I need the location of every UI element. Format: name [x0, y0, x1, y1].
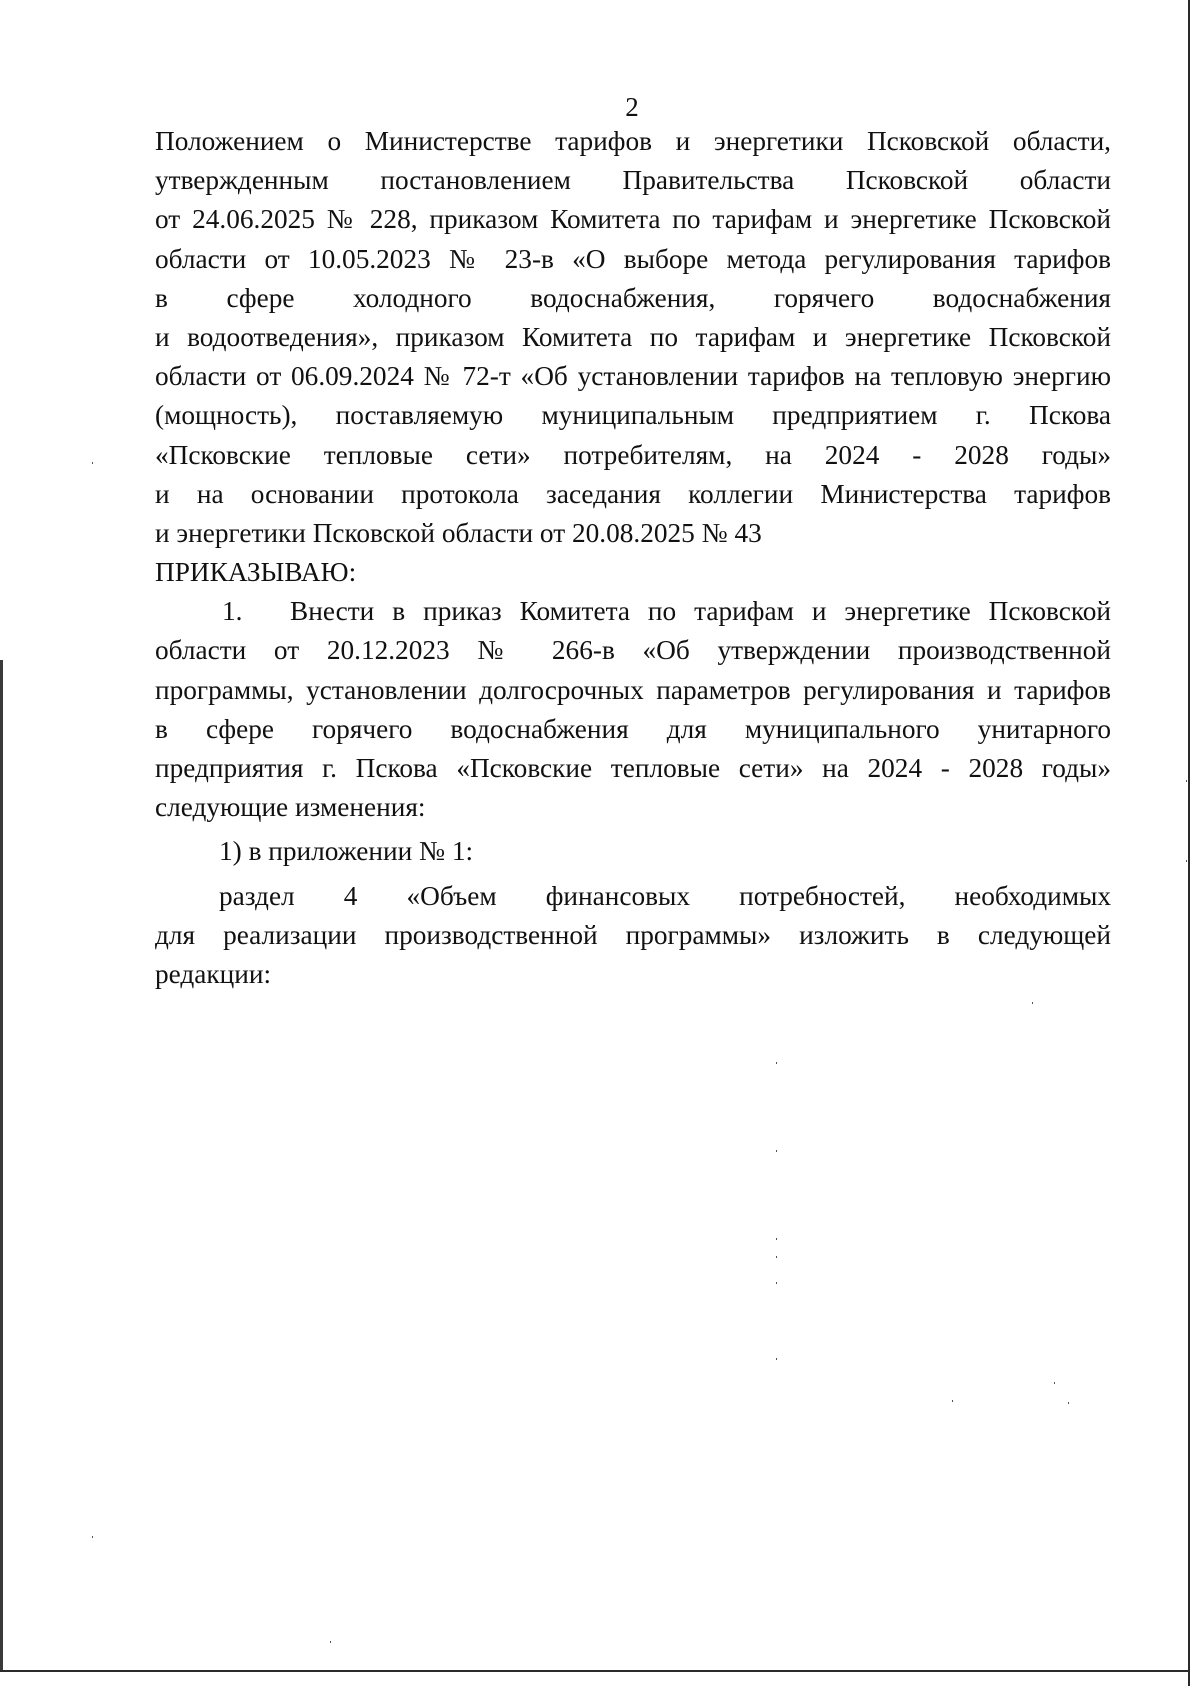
- section-change-first-line: раздел 4 «Объем финансовых потребностей, необходимых: [219, 880, 1111, 911]
- body-line: в сфере холодного водоснабжения, горячего водоснабжения: [155, 282, 1111, 313]
- body-line: Положением о Министерстве тарифов и энергетики Псковской области,: [155, 126, 1111, 156]
- item-1-line: следующие изменения:: [155, 792, 426, 823]
- scan-speck: [92, 1536, 93, 1538]
- scan-speck: [1186, 780, 1187, 782]
- item-1-line: предприятия г. Пскова «Псковские тепловые сети» на 2024 - 2028 годы»: [155, 753, 1111, 783]
- item-1-line: программы, установлении долгосрочных параметров регулирования и тарифов: [155, 674, 1111, 705]
- item-1-line: в сфере горячего водоснабжения для муниципального унитарного: [155, 713, 1111, 744]
- body-line: утвержденным постановлением Правительства Псковской области: [155, 165, 1111, 196]
- item-1-text: Внести в приказ Комитета по тарифам и энергетике Псковской: [290, 596, 1111, 627]
- scan-speck: [1054, 1382, 1055, 1384]
- body-line: и водоотведения», приказом Комитета по тарифам и энергетике Псковской: [155, 321, 1111, 352]
- order-word: ПРИКАЗЫВАЮ:: [155, 557, 357, 588]
- section-change-line: для реализации производственной программы» изложить в следующей: [155, 919, 1111, 950]
- scan-edge-bottom: [0, 1670, 1188, 1672]
- document-body: [155, 122, 1111, 994]
- subitem-1: 1) в приложении № 1:: [219, 836, 474, 867]
- scan-edge-right: [1188, 0, 1190, 1686]
- body-line: и энергетики Псковской области от 20.08.2025 № 43: [155, 517, 762, 548]
- scan-speck: [776, 1256, 777, 1258]
- scan-speck: [952, 1400, 953, 1402]
- scan-speck: [92, 462, 93, 464]
- scan-speck: [776, 1238, 777, 1240]
- body-line: области от 10.05.2023 № 23-в «О выборе метода регулирования тарифов: [155, 243, 1111, 274]
- item-1-first-line: [155, 592, 1111, 631]
- scan-edge-left: [0, 660, 3, 1670]
- scan-speck: [776, 1150, 777, 1152]
- scan-speck: [1186, 860, 1187, 862]
- scan-speck: [330, 1641, 331, 1643]
- section-change-line: редакции:: [155, 958, 272, 989]
- scan-speck: [776, 1062, 777, 1064]
- body-line: (мощность), поставляемую муниципальным предприятием г. Пскова: [155, 400, 1111, 431]
- item-1-number: 1.: [222, 596, 243, 627]
- body-line: области от 06.09.2024 № 72-т «Об установлении тарифов на тепловую энергию: [155, 361, 1111, 392]
- body-line: и на основании протокола заседания коллегии Министерства тарифов: [155, 478, 1111, 509]
- body-line: «Псковские тепловые сети» потребителям, на 2024 - 2028 годы»: [155, 439, 1111, 470]
- scan-speck: [776, 1358, 777, 1360]
- scan-speck: [776, 1282, 777, 1284]
- item-1-line: области от 20.12.2023 № 266-в «Об утверждении производственной: [155, 635, 1111, 666]
- scan-speck: [1068, 1402, 1069, 1404]
- body-line: от 24.06.2025 № 228, приказом Комитета по тарифам и энергетике Псковской: [155, 204, 1111, 235]
- page-number: 2: [625, 92, 639, 122]
- scan-speck: [1032, 1002, 1033, 1004]
